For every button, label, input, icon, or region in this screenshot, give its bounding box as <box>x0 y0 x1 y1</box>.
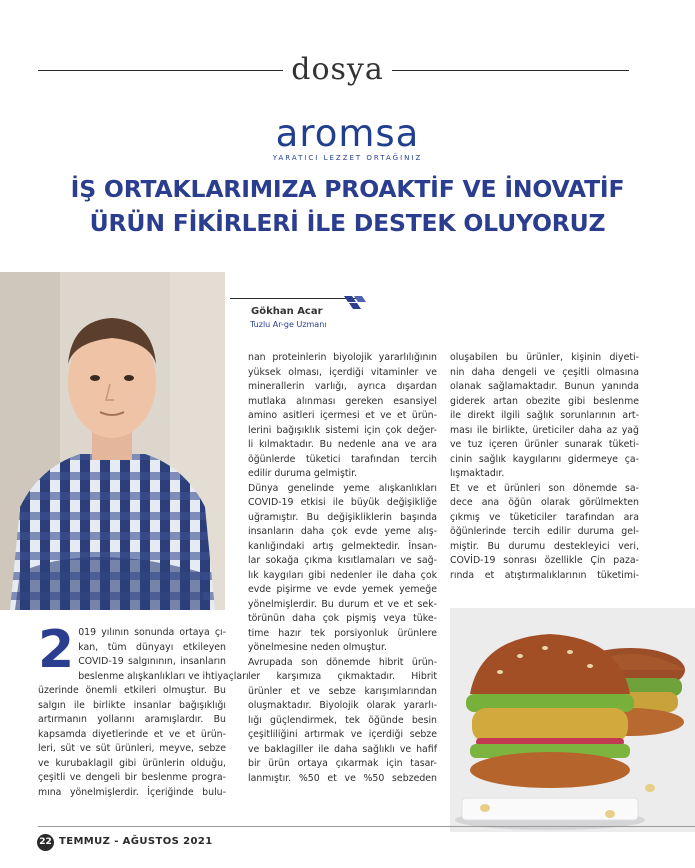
text-line: ve kurubaklagil gibi ürünlerin olduğu, <box>38 757 226 769</box>
text-line: çıkmış ve tüketiciler tarafından ara <box>450 511 639 523</box>
author-photo-illustration <box>0 272 225 610</box>
text-line: çeşitli ve dengeli bir beslenme progra- <box>38 772 226 783</box>
text-line: rında et atıştırmalıklarının tüketimi- <box>450 569 639 581</box>
text-line: nin daha dengeli ve çeşitli olmasına <box>450 366 639 378</box>
text-line: salgın ile birlikte insanlar bağışıklığı <box>38 699 226 711</box>
text-line: ürünler et ve sebze karışımlarından <box>248 685 437 697</box>
text-line: oluşmaktadır. Biyolojik olarak yararlı- <box>248 700 437 711</box>
text-line: üzerinde önemli etkileri olmuştur. Bu <box>38 685 226 696</box>
text-line: lışmaktadır. <box>450 468 505 479</box>
text-line: kapsamda diyetlerinde et ve et ürün- <box>38 728 226 740</box>
cube-logo-icon <box>342 294 368 310</box>
text-line: minerallerin varlığı, ayrıca dışardan <box>248 381 437 392</box>
burger-photo <box>450 608 695 832</box>
text-line: edilir duruma gelmiştir. <box>248 468 358 479</box>
text-line: ler karşımıza çıkmaktadır. Hibrit <box>248 671 437 682</box>
text-line: li kılmaktadır. Bu nedenle ana ve ara <box>248 439 437 450</box>
text-line: mına yönelmişlerdir. İçeriğinde bulu- <box>38 786 226 798</box>
text-line: oluşabilen bu ürünler, kişinin diyeti- <box>450 352 639 363</box>
article-headline <box>20 172 675 240</box>
author-rule <box>230 298 358 299</box>
text-line: time hazır tek porsiyonluk ürünlere <box>248 627 437 639</box>
text-line: ve baklagiller ile daha sağlıklı ve hafif <box>248 743 437 755</box>
text-line: COVİD-19 sonrası özellikle Çin paza- <box>450 555 639 566</box>
author-photo <box>0 272 225 610</box>
text-line: bir ürün ortaya çıkarmak için tasar- <box>248 758 437 769</box>
section-label: dosya <box>291 52 384 87</box>
text-line: artırmanın yollarını aramışlardır. Bu <box>38 714 226 725</box>
text-line: Dünya genelinde yeme alışkanlıkları <box>248 482 437 494</box>
text-line: miştir. Bu durumu destekleyici veri, <box>450 540 639 552</box>
text-line: dece ana öğün olarak görülmekten <box>450 497 639 508</box>
headline-line-2: ÜRÜN FİKİRLERİ İLE DESTEK OLUYORUZ <box>89 209 606 237</box>
text-line: çeşitliliğini artırmak ve içerdiği sebze <box>248 729 437 740</box>
page-number: 22 <box>37 834 54 851</box>
section-rule-right <box>392 70 629 71</box>
text-line: amino asitleri içermesi et ve et ürün- <box>248 410 437 421</box>
text-line: Avrupada son dönemde hibrit ürün- <box>248 656 437 668</box>
headline-line-1: İŞ ORTAKLARIMIZA PROAKTİF VE İNOVATİF <box>70 175 625 203</box>
text-line: evde pişirme ve evde yemek yemeğe <box>248 584 437 595</box>
text-line: uğramıştır. Bu değişikliklerin başında <box>248 511 437 523</box>
text-line: lık kaygıları gibi nedenler ile daha çok <box>248 569 437 581</box>
article-column-2 <box>248 351 437 786</box>
text-line: ile direkt ilgili sağlık sorunlarının art- <box>450 410 639 421</box>
text-line: Et ve et ürünleri son dönemde sa- <box>450 482 639 494</box>
text-line: öğünlerde tüketici tarafından tercih <box>248 453 437 465</box>
text-line: kan, tüm dünyayı etkileyen <box>78 641 226 653</box>
text-line: yönelmesine neden olmuştur. <box>248 642 387 653</box>
text-line: leri, süt ve süt ürünleri, meyve, sebze <box>38 743 226 754</box>
footer-rule <box>38 826 695 827</box>
text-line: öğünlerinde tercih edilir duruma gel- <box>450 526 639 537</box>
text-line: yönelmişlerdir. Bu durum et ve et sek- <box>248 598 437 610</box>
text-line: lanmıştır. %50 et ve %50 sebzeden <box>248 772 437 784</box>
text-line: yüksek olması, içerdiği vitaminler ve <box>248 366 437 378</box>
issue-date: TEMMUZ - AĞUSTOS 2021 <box>59 836 213 847</box>
article-column-3 <box>450 351 639 583</box>
text-line: lığı güçlendirmek, tek öğünde besin <box>248 714 437 726</box>
article-column-1 <box>38 620 249 800</box>
author-title: Tuzlu Ar-ge Uzmanı <box>250 320 327 329</box>
text-line: 019 yılının sonunda ortaya çı- <box>78 627 226 638</box>
text-line: mutlaka alınması gereken esansiyel <box>248 395 437 407</box>
brand-logo <box>240 112 455 163</box>
text-line: nan proteinlerin biyolojik yararlılığının <box>248 352 437 363</box>
text-line: törünün daha çok pişmiş veya tüke- <box>248 613 437 624</box>
burger-illustration <box>450 608 695 832</box>
text-line: lerini bağışıklık sistemi için çok değer- <box>248 424 437 436</box>
text-line: beslenme alışkanlıkları ve ihtiyaçları <box>78 670 249 682</box>
text-line: ması ile birlikte, üreticiler daha az yağ <box>450 424 639 436</box>
brand-name: aromsa <box>275 112 420 155</box>
text-line: cinin sağlık kaygılarını gidermeye ça- <box>450 453 639 465</box>
text-line: insanların daha çok evde yeme alış- <box>248 526 437 537</box>
section-rule-left <box>38 70 283 71</box>
text-line: giderek artan obezite gibi beslenme <box>450 395 639 407</box>
brand-tagline: YARATICI LEZZET ORTAĞINIZ <box>272 154 423 162</box>
text-line: olanak sağlamaktadır. Bunun yanında <box>450 381 639 392</box>
text-line: COVID-19 etkisi ile büyük değişikliğe <box>248 497 437 508</box>
author-name: Gökhan Acar <box>251 306 323 317</box>
text-line: lar sokağa çıkma kısıtlamaları ve sağ- <box>248 555 437 566</box>
drop-cap: 2 <box>38 620 75 680</box>
text-line: COVID-19 salgınının, insanların <box>78 656 226 667</box>
text-line: kanlığındaki artış gelmektedir. İnsan- <box>248 540 437 552</box>
text-line: ve tuz içeren ürünler sunarak tüketi- <box>450 439 639 450</box>
